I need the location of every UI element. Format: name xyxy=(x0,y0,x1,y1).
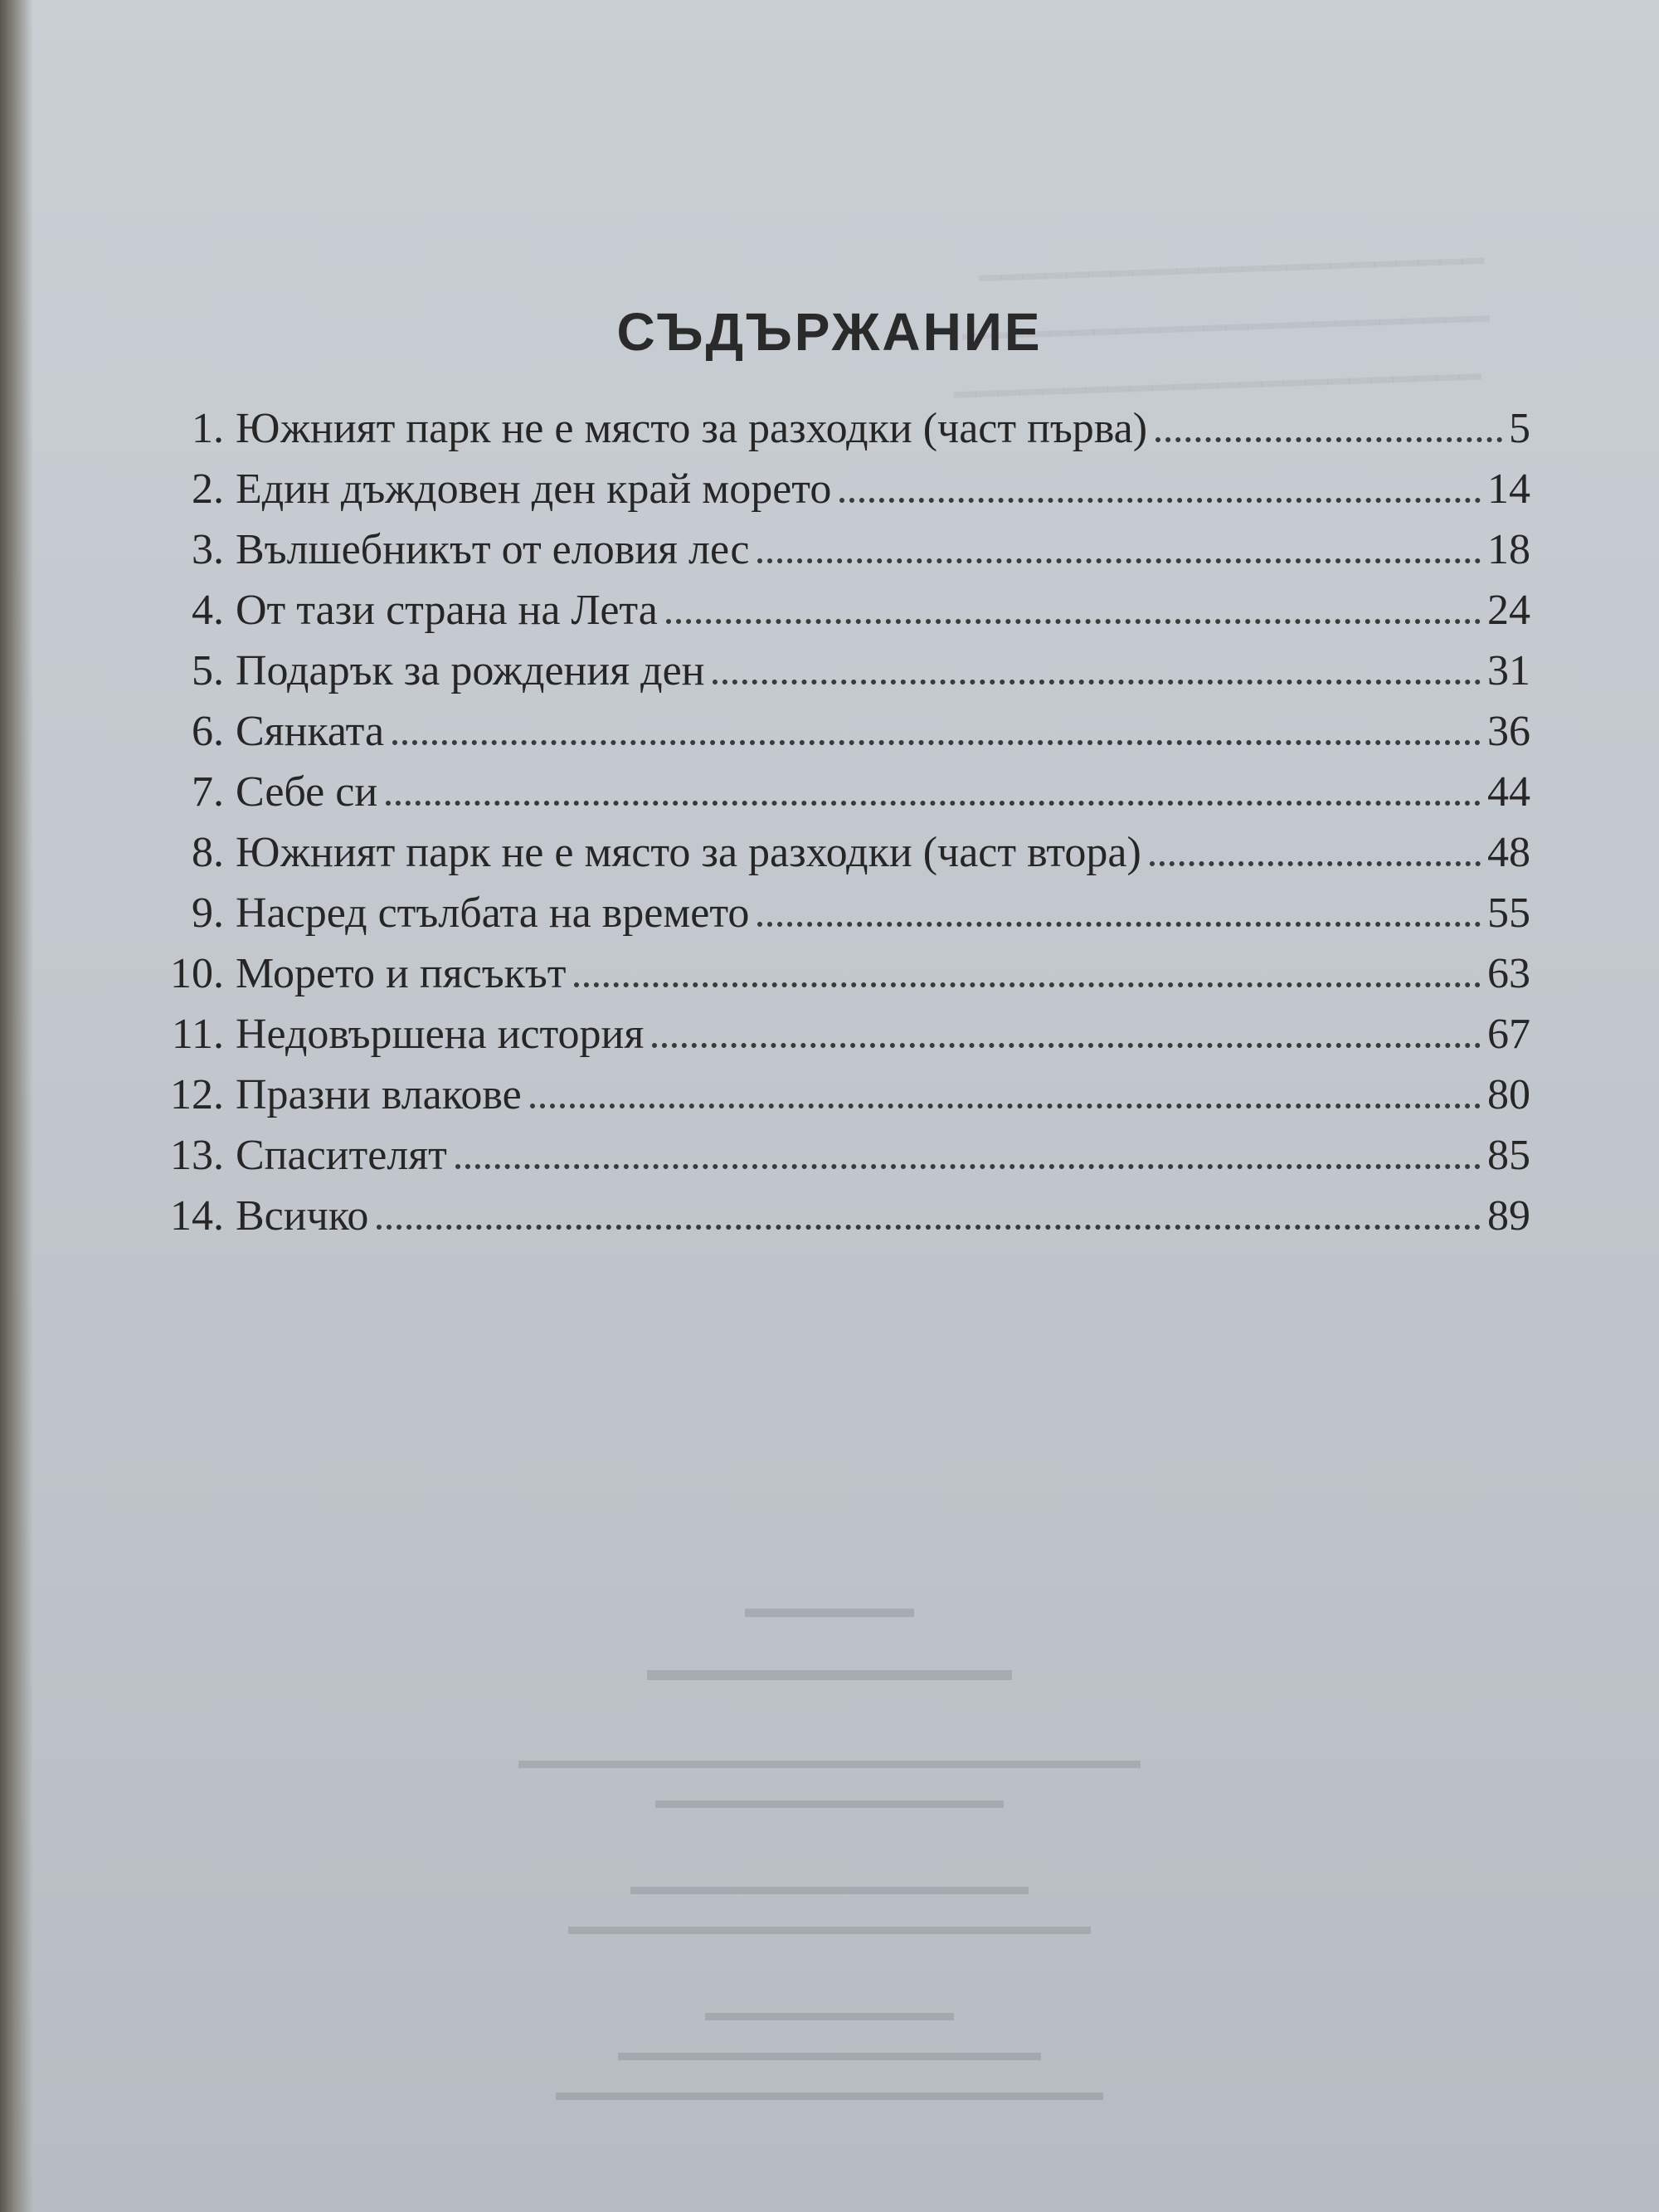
toc-entry-title: Южният парк не е място за разходки (част втора) xyxy=(236,829,1141,876)
toc-entry-page: 63 xyxy=(1487,950,1530,997)
page-title: СЪДЪРЖАНИЕ xyxy=(616,301,1043,362)
toc-entry xyxy=(149,762,1530,822)
toc-entry-title: Себе си xyxy=(236,768,378,816)
toc-entry-page: 24 xyxy=(1487,587,1530,634)
toc-entry-number: 4. xyxy=(192,587,224,634)
toc-entry-number: 9. xyxy=(192,889,224,937)
toc-entry-number: 11. xyxy=(171,1011,224,1058)
toc-entry-page: 18 xyxy=(1487,526,1530,573)
toc-entry xyxy=(149,883,1530,943)
toc-dot-leader xyxy=(574,982,1481,987)
toc-dot-leader xyxy=(757,922,1481,927)
toc-dot-leader xyxy=(839,498,1481,503)
toc-entry-title: Морето и пясъкът xyxy=(236,950,567,997)
toc-entry-title: Вълшебникът от еловия лес xyxy=(236,526,750,573)
toc-entry-title: Южният парк не е място за разходки (част първа) xyxy=(236,405,1148,452)
toc-dot-leader xyxy=(713,680,1481,685)
toc-entry-page: 14 xyxy=(1487,465,1530,513)
toc-entry xyxy=(149,1004,1530,1065)
toc-entry-page: 89 xyxy=(1487,1192,1530,1240)
toc-dot-leader xyxy=(455,1164,1481,1169)
toc-entry xyxy=(149,943,1530,1004)
toc-entry-page: 85 xyxy=(1487,1132,1530,1179)
toc-dot-leader xyxy=(666,619,1481,624)
toc-entry xyxy=(149,519,1530,580)
toc-entry-page: 5 xyxy=(1509,405,1530,452)
toc-entry-number: 2. xyxy=(192,465,224,513)
toc-entry-page: 48 xyxy=(1487,829,1530,876)
bleed-through-text: ━━━━━━━━━━━━━━━━━━━━━━━━ xyxy=(961,298,1491,358)
toc-entry xyxy=(149,1125,1530,1186)
toc-entry-page: 44 xyxy=(1487,768,1530,816)
toc-entry-title: Един дъждовен ден край морето xyxy=(236,465,832,513)
toc-entry-page: 55 xyxy=(1487,889,1530,937)
toc-entry-number: 10. xyxy=(170,950,224,997)
toc-entry-title: Всичко xyxy=(236,1192,369,1240)
toc-entry xyxy=(149,641,1530,701)
table-of-contents xyxy=(149,398,1530,1246)
bleed-through-imprint: ▬▬▬▬▬▬ ▬▬▬▬▬▬▬▬▬▬▬ ▬▬▬▬▬▬▬▬▬▬▬▬▬▬▬▬▬▬▬▬▬▬▬▬▬ ▬▬▬▬▬▬▬▬▬▬▬▬▬▬ ▬▬▬▬▬▬▬▬▬▬▬▬▬▬▬▬ ▬▬▬▬▬▬▬▬▬▬▬▬▬▬▬▬▬▬▬▬▬ ▬▬▬▬▬▬▬▬▬▬ ▬▬▬▬▬▬▬▬▬▬▬▬▬▬▬▬▬ ▬▬▬▬▬▬▬▬▬▬▬▬▬▬▬▬▬▬▬▬▬▬ xyxy=(518,1593,1141,2106)
toc-dot-leader xyxy=(386,801,1481,806)
toc-entry-page: 67 xyxy=(1487,1011,1530,1058)
toc-entry-title: Празни влакове xyxy=(236,1071,522,1118)
toc-dot-leader xyxy=(530,1104,1481,1108)
toc-entry-number: 1. xyxy=(192,405,224,452)
toc-entry-title: Сянката xyxy=(236,708,385,755)
bleed-through-text: ━━━━━━━━━━━━━━━━━━━━━━━ xyxy=(978,241,1485,300)
bleed-through-text: ━━━━━━━━━━━━━━━━━━━━━━━━ xyxy=(953,356,1482,417)
toc-dot-leader xyxy=(757,558,1481,563)
toc-dot-leader xyxy=(652,1043,1481,1048)
toc-entry xyxy=(149,398,1530,459)
toc-entry-number: 13. xyxy=(170,1132,224,1179)
toc-entry-number: 12. xyxy=(170,1071,224,1118)
toc-entry-number: 14. xyxy=(170,1192,224,1240)
toc-dot-leader xyxy=(392,740,1481,745)
toc-entry xyxy=(149,1186,1530,1246)
toc-entry-number: 5. xyxy=(192,647,224,694)
toc-entry-page: 80 xyxy=(1487,1071,1530,1118)
toc-entry-number: 6. xyxy=(192,708,224,755)
toc-entry xyxy=(149,1065,1530,1125)
toc-dot-leader xyxy=(377,1225,1481,1230)
toc-entry xyxy=(149,459,1530,519)
toc-entry xyxy=(149,580,1530,641)
toc-entry-page: 36 xyxy=(1487,708,1530,755)
toc-entry xyxy=(149,701,1530,762)
toc-entry-title: Спасителят xyxy=(236,1132,447,1179)
toc-entry-number: 8. xyxy=(192,829,224,876)
toc-entry-number: 3. xyxy=(192,526,224,573)
toc-dot-leader xyxy=(1150,861,1481,866)
toc-entry-title: От тази страна на Лета xyxy=(236,587,658,634)
toc-entry xyxy=(149,822,1530,883)
toc-entry-title: Недовършена история xyxy=(236,1011,645,1058)
toc-entry-page: 31 xyxy=(1487,647,1530,694)
toc-dot-leader xyxy=(1155,437,1502,442)
toc-entry-title: Насред стълбата на времето xyxy=(236,889,750,937)
toc-entry-number: 7. xyxy=(192,768,224,816)
toc-entry-title: Подарък за рождения ден xyxy=(236,647,705,694)
